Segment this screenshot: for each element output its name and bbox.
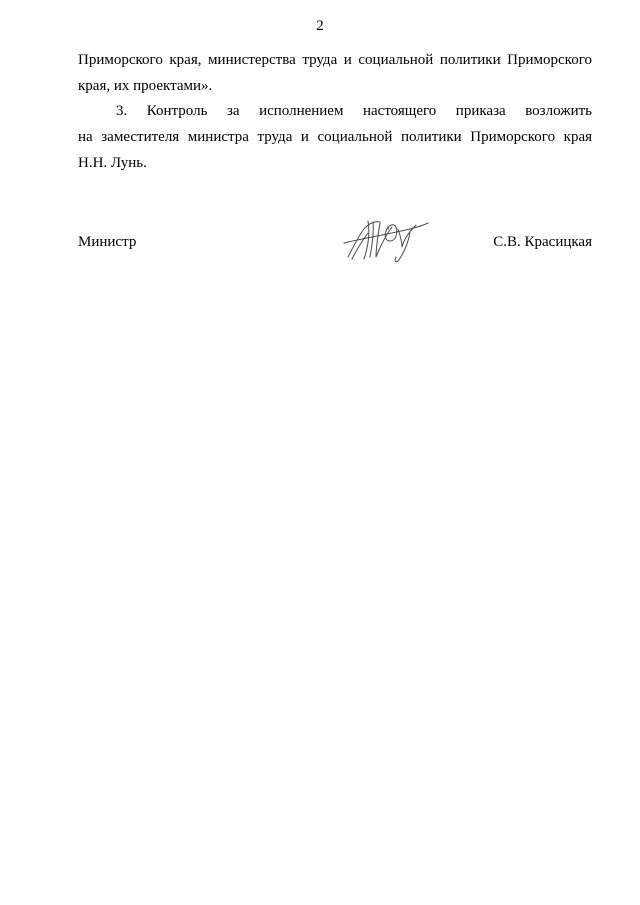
paragraph-line: края, их проектами». — [78, 78, 213, 94]
signatory-role: Министр — [78, 234, 137, 250]
paragraph-line: Н.Н. Лунь. — [78, 155, 147, 171]
paragraph-line: на заместителя министра труда и социальной политики Приморского края — [78, 129, 592, 145]
signatory-name: С.В. Красицкая — [493, 234, 592, 250]
handwritten-signature-icon — [340, 213, 432, 265]
paragraph-line: 3. Контроль за исполнением настоящего приказа возложить — [116, 103, 592, 119]
paragraph-line: Приморского края, министерства труда и социальной политики Приморского — [78, 52, 592, 68]
paragraph-item-3 — [78, 98, 592, 176]
signature-block — [78, 229, 592, 259]
paragraph-continuation — [78, 47, 592, 99]
page-number: 2 — [316, 18, 324, 34]
